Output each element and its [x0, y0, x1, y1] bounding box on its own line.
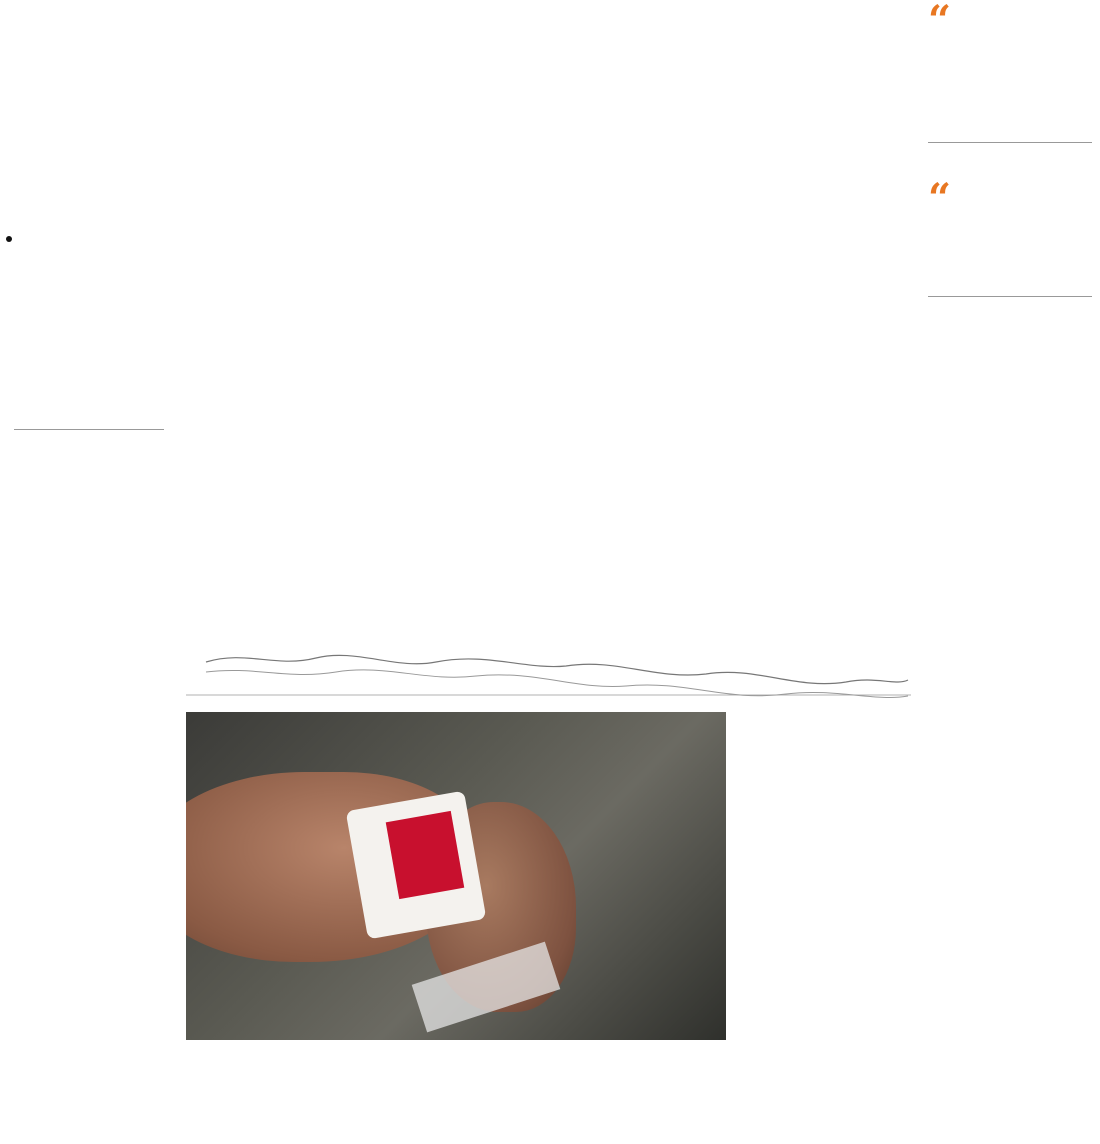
quote-icon: “: [928, 175, 952, 222]
divider: [928, 296, 1092, 297]
border-line: [206, 670, 908, 698]
chile-map-strip: [206, 655, 908, 697]
bullet-icon: [6, 236, 12, 242]
divider: [928, 142, 1092, 143]
coastline: [206, 655, 908, 683]
servel-logo: [386, 811, 465, 899]
infographic-chart: [186, 240, 916, 700]
pull-quote-1: [928, 0, 1094, 44]
photo-credit: [706, 920, 718, 1040]
pull-quote-2: [928, 175, 1094, 222]
divider: [14, 429, 164, 430]
quote-icon: “: [928, 0, 952, 44]
photo-servel-registration: [186, 712, 726, 1040]
infographic-source: [192, 683, 196, 692]
